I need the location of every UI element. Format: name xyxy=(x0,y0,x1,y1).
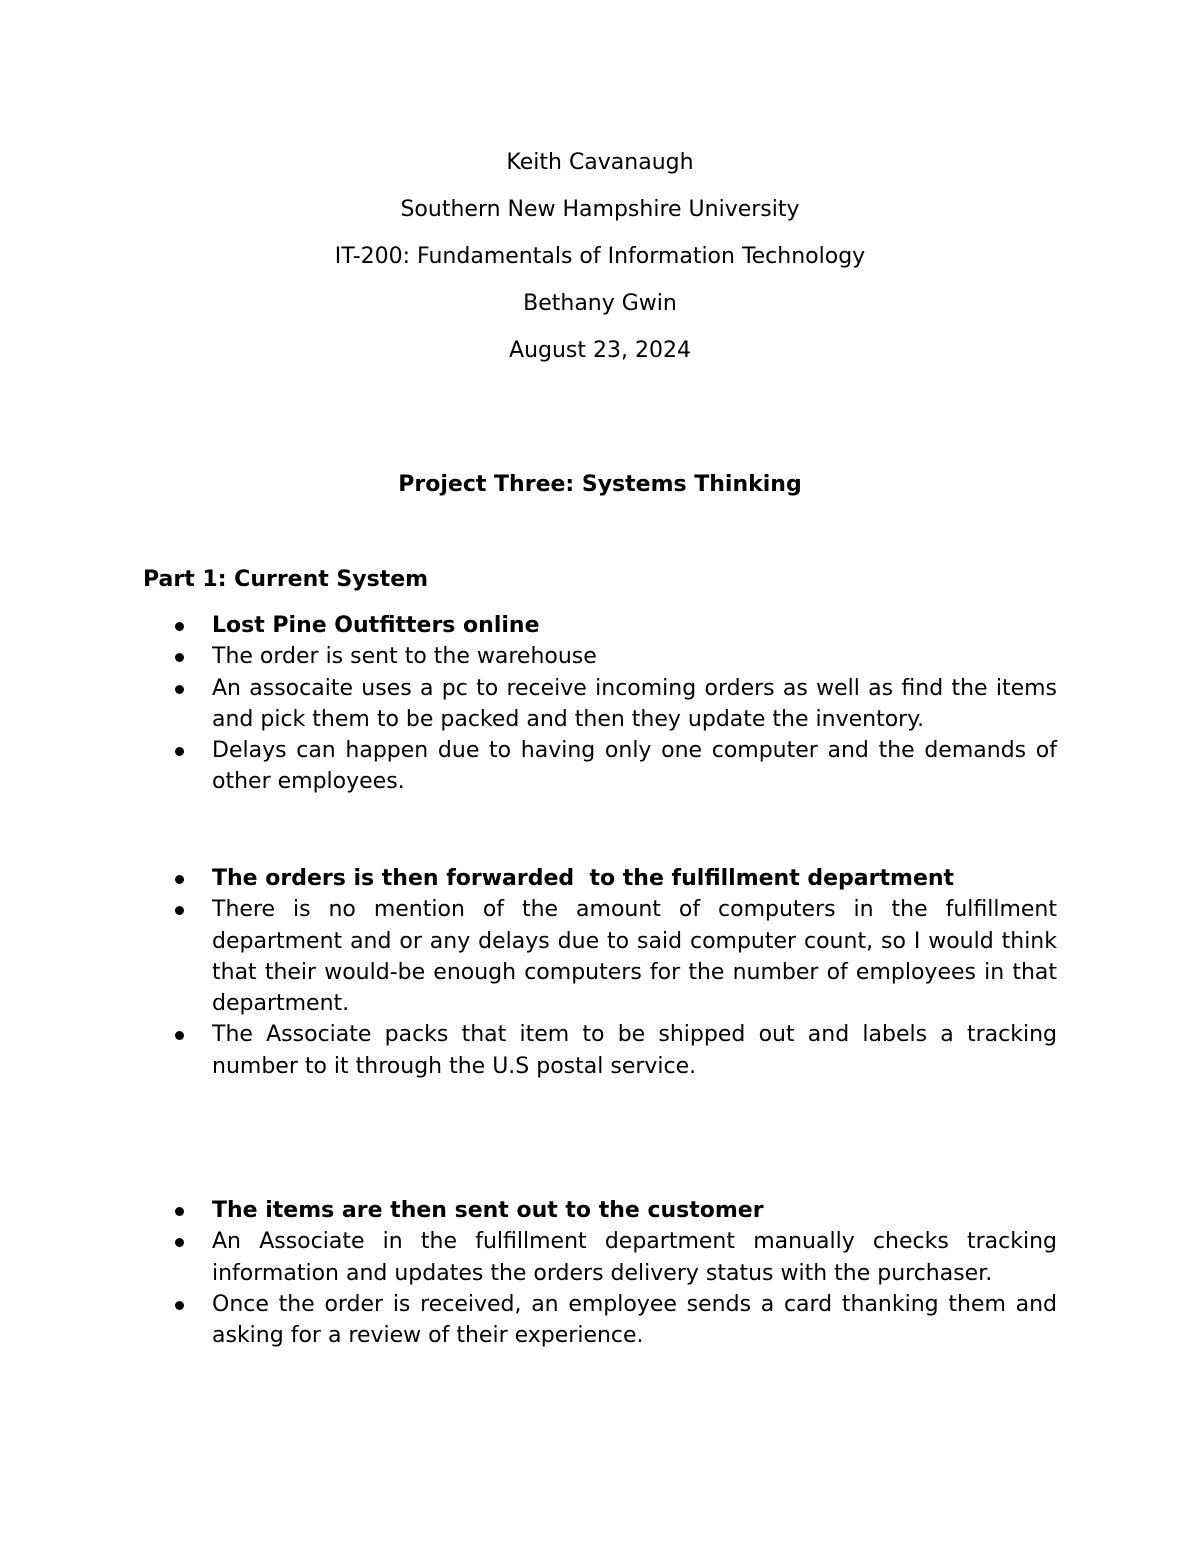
submission-date: August 23, 2024 xyxy=(509,338,691,363)
list-item-text: The orders is then forwarded to the fulfillment department xyxy=(212,866,955,891)
list-item xyxy=(143,894,1057,1019)
list-item xyxy=(143,1226,1057,1289)
list-item-text: The Associate packs that item to be shipped out and labels a tracking number to it through the U.S postal service. xyxy=(212,1022,1057,1079)
course-title: IT-200: Fundamentals of Information Technology xyxy=(334,244,866,269)
list-item-text: Delays can happen due to having only one computer and the demands of other employees. xyxy=(212,738,1057,795)
bullet-icon xyxy=(175,906,184,915)
author-name: Keith Cavanaugh xyxy=(506,150,694,175)
list-item xyxy=(143,1195,1057,1226)
list-item-text: There is no mention of the amount of computers in the fulfillment department and or any delays due to said computer count, so I would think that their would-be enough computers for the number of employees in that department. xyxy=(212,897,1057,1017)
bullet-list-warehouse xyxy=(143,610,1057,798)
bullet-icon xyxy=(175,685,184,694)
list-item-text: Lost Pine Outfitters online xyxy=(212,613,540,638)
part-heading: Part 1: Current System xyxy=(143,567,429,592)
title-block xyxy=(0,139,1200,374)
list-item-text: An Associate in the fulfillment department manually checks tracking information and updates the orders delivery status with the purchaser. xyxy=(212,1229,1057,1286)
bullet-icon xyxy=(175,1301,184,1310)
list-item-text: An assocaite uses a pc to receive incoming orders as well as find the items and pick them to be packed and then they update the inventory. xyxy=(212,675,1057,732)
list-item xyxy=(143,673,1057,736)
bullet-icon xyxy=(175,875,184,884)
bullet-icon xyxy=(175,622,184,631)
bullet-icon xyxy=(175,1207,184,1216)
list-item-text: The order is sent to the warehouse xyxy=(212,644,597,670)
bullet-icon xyxy=(175,1238,184,1247)
list-item-text: The items are then sent out to the customer xyxy=(212,1198,764,1223)
bullet-icon xyxy=(175,653,184,662)
list-item xyxy=(143,1019,1057,1082)
instructor-name: Bethany Gwin xyxy=(523,291,677,316)
list-item xyxy=(143,735,1057,798)
bullet-list-fulfillment xyxy=(143,863,1057,1082)
project-title: Project Three: Systems Thinking xyxy=(398,472,802,497)
institution-name: Southern New Hampshire University xyxy=(400,197,800,222)
list-item xyxy=(143,610,1057,641)
list-item xyxy=(143,1289,1057,1352)
list-item xyxy=(143,641,1057,672)
bullet-icon xyxy=(175,1031,184,1040)
list-item-text: Once the order is received, an employee sends a card thanking them and asking for a review of their experience. xyxy=(212,1291,1057,1349)
list-item xyxy=(143,863,1057,894)
bullet-icon xyxy=(175,747,184,756)
bullet-list-customer xyxy=(143,1195,1057,1351)
